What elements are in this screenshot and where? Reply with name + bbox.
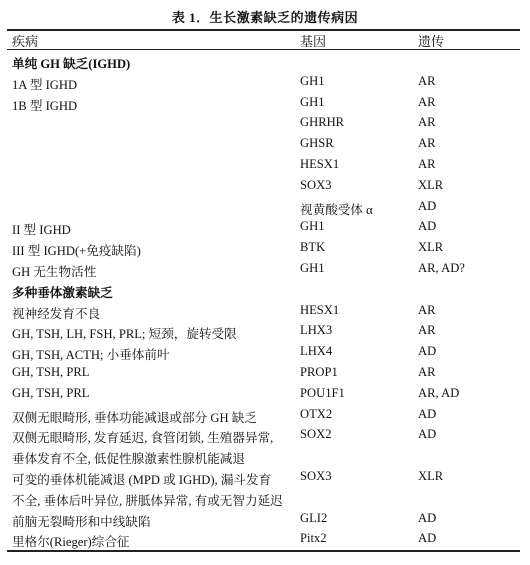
gene-cell: GLI2	[300, 510, 328, 525]
disease-cell: GH, TSH, PRL	[12, 364, 90, 379]
disease-cell: 里格尔(Rieger)综合征	[12, 535, 130, 550]
header-inheritance: 遗传	[418, 34, 445, 49]
table-row	[0, 466, 530, 487]
disease-cell: GH 无生物活性	[12, 264, 97, 279]
inheritance-cell: AR	[418, 73, 436, 88]
table-row	[0, 424, 530, 445]
inheritance-cell: AR	[418, 115, 436, 130]
inheritance-cell: AR	[418, 136, 436, 151]
inheritance-cell: XLR	[418, 468, 444, 483]
table-row	[0, 216, 530, 237]
inheritance-cell: AD	[418, 510, 437, 525]
inheritance-cell: AD	[418, 531, 437, 546]
disease-cell: GH, TSH, PRL	[12, 385, 90, 400]
table-bottom-rule	[7, 550, 520, 552]
inheritance-cell: AR	[418, 364, 436, 379]
inheritance-cell: AD	[418, 219, 437, 234]
table-row	[0, 341, 530, 362]
inheritance-cell: AD	[418, 198, 437, 213]
header-disease: 疾病	[12, 34, 39, 49]
table-row	[0, 175, 530, 196]
gene-cell: GH1	[300, 260, 325, 275]
disease-cell: 1A 型 IGHD	[12, 77, 78, 92]
inheritance-cell: AR	[418, 302, 436, 317]
gene-cell: GH1	[300, 219, 325, 234]
inheritance-cell: AR	[418, 323, 436, 338]
disease-cell: GH, TSH, ACTH; 小垂体前叶	[12, 348, 170, 363]
inheritance-cell: AR	[418, 156, 436, 171]
gene-cell: 视黄酸受体 α	[300, 202, 373, 217]
table-row	[0, 92, 530, 113]
disease-cell: GH, TSH, LH, FSH, PRL; 短颈，旋转受限	[12, 327, 237, 342]
gene-cell: SOX3	[300, 177, 332, 192]
table-row	[0, 154, 530, 175]
inheritance-cell: AD	[418, 427, 437, 442]
disease-cell: 前脑无裂畸形和中线缺陷	[12, 514, 151, 529]
gene-cell: LHX4	[300, 344, 333, 359]
table-row	[0, 487, 530, 508]
table-row	[0, 404, 530, 425]
disease-cell: 垂体发育不全, 低促性腺激素性腺机能减退	[12, 452, 245, 467]
disease-cell: 1B 型 IGHD	[12, 98, 78, 113]
table-row	[0, 71, 530, 92]
gene-cell: HESX1	[300, 302, 340, 317]
header-gene: 基因	[300, 34, 327, 49]
disease-cell: 双侧无眼畸形, 发育延迟, 食管闭锁, 生殖器异常,	[12, 431, 274, 446]
table-row	[0, 112, 530, 133]
gene-cell: SOX2	[300, 427, 332, 442]
gene-cell: GH1	[300, 73, 325, 88]
gene-cell: OTX2	[300, 406, 333, 421]
inheritance-cell: XLR	[418, 177, 444, 192]
section-row	[0, 50, 530, 71]
gene-cell: GHRHR	[300, 115, 345, 130]
gene-cell: LHX3	[300, 323, 333, 338]
table-row	[0, 320, 530, 341]
disease-cell: 双侧无眼畸形, 垂体功能减退或部分 GH 缺乏	[12, 410, 257, 425]
section-row	[0, 279, 530, 300]
disease-cell: 视神经发育不良	[12, 306, 101, 321]
table-row	[0, 528, 530, 549]
inheritance-cell: AR, AD?	[418, 260, 465, 275]
disease-cell: 多种垂体激素缺乏	[12, 285, 113, 300]
table-body	[0, 50, 530, 549]
table-row	[0, 300, 530, 321]
table-row	[0, 196, 530, 217]
inheritance-cell: XLR	[418, 240, 444, 255]
gene-cell: GHSR	[300, 136, 334, 151]
table-row	[0, 508, 530, 529]
disease-cell: III 型 IGHD(+免疫缺陷)	[12, 244, 141, 259]
gene-cell: HESX1	[300, 156, 340, 171]
inheritance-cell: AD	[418, 344, 437, 359]
inheritance-cell: AR	[418, 94, 436, 109]
gene-cell: POU1F1	[300, 385, 345, 400]
gene-cell: PROP1	[300, 364, 338, 379]
table-title: 表 1．生长激素缺乏的遗传病因	[171, 10, 359, 25]
table-row	[0, 383, 530, 404]
table-row	[0, 445, 530, 466]
gene-cell: BTK	[300, 240, 326, 255]
table-row	[0, 237, 530, 258]
table-row	[0, 133, 530, 154]
gene-cell: Pitx2	[300, 531, 327, 546]
table-row	[0, 362, 530, 383]
disease-cell: II 型 IGHD	[12, 223, 71, 238]
inheritance-cell: AD	[418, 406, 437, 421]
gene-cell: SOX3	[300, 468, 332, 483]
table-row	[0, 258, 530, 279]
gene-cell: GH1	[300, 94, 325, 109]
disease-cell: 可变的垂体机能减退 (MPD 或 IGHD), 漏斗发育	[12, 472, 272, 487]
inheritance-cell: AR, AD	[418, 385, 460, 400]
disease-cell: 不全, 垂体后叶异位, 胼胝体异常, 有或无智力延迟	[12, 493, 283, 508]
disease-cell: 单纯 GH 缺乏(IGHD)	[12, 57, 131, 71]
